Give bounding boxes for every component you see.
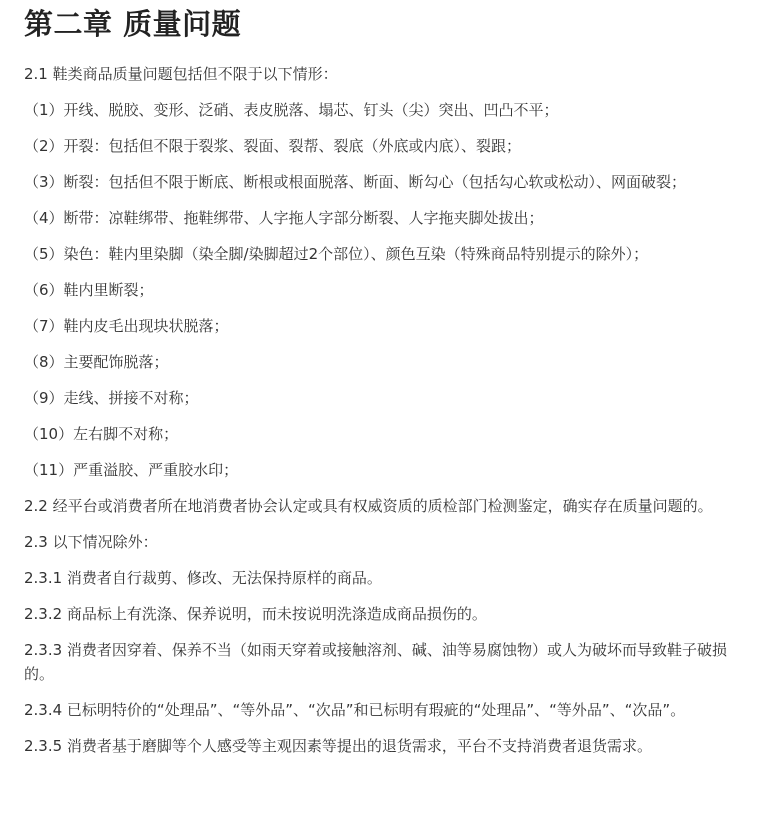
paragraph-2-1: 2.1 鞋类商品质量问题包括但不限于以下情形： bbox=[24, 65, 338, 83]
paragraph-2-3-4: 2.3.4 已标明特价的“处理品”、“等外品”、“次品”和已标明有瑕疵的“处理品”、“等外品”、“次品”。 bbox=[24, 701, 686, 719]
chapter-title: 第二章 质量问题 bbox=[24, 7, 242, 41]
paragraph-2-3-2: 2.3.2 商品标上有洗涤、保养说明，而未按说明洗涤造成商品损伤的。 bbox=[24, 605, 487, 623]
paragraph-2-3: 2.3 以下情况除外： bbox=[24, 533, 158, 551]
paragraph-2-1-4: （4）断带：凉鞋绑带、拖鞋绑带、人字拖人字部分断裂、人字拖夹脚处拔出； bbox=[24, 209, 544, 227]
paragraph-2-1-5: （5）染色：鞋内里染脚（染全脚/染脚超过2个部位）、颜色互染（特殊商品特别提示的除外）； bbox=[24, 245, 649, 263]
paragraph-2-1-11: （11）严重溢胶、严重胶水印； bbox=[24, 461, 239, 479]
paragraph-2-1-6: （6）鞋内里断裂； bbox=[24, 281, 154, 299]
paragraph-2-1-2: （2）开裂：包括但不限于裂浆、裂面、裂帮、裂底（外底或内底）、裂跟； bbox=[24, 137, 522, 155]
paragraph-2-3-3: 2.3.3 消费者因穿着、保养不当（如雨天穿着或接触溶剂、碱、油等易腐蚀物）或人为破坏而导致鞋子破损的。 bbox=[24, 641, 727, 683]
paragraph-2-1-8: （8）主要配饰脱落； bbox=[24, 353, 169, 371]
paragraph-2-3-5: 2.3.5 消费者基于磨脚等个人感受等主观因素等提出的退货需求，平台不支持消费者退货需求。 bbox=[24, 737, 652, 755]
paragraph-2-1-3: （3）断裂：包括但不限于断底、断根或根面脱落、断面、断勾心（包括勾心软或松动）、网面破裂； bbox=[24, 173, 687, 191]
paragraph-2-3-1: 2.3.1 消费者自行裁剪、修改、无法保持原样的商品。 bbox=[24, 569, 382, 587]
paragraph-2-2: 2.2 经平台或消费者所在地消费者协会认定或具有权威资质的质检部门检测鉴定，确实存在质量问题的。 bbox=[24, 497, 713, 515]
paragraph-list bbox=[24, 62, 753, 758]
paragraph-2-1-10: （10）左右脚不对称； bbox=[24, 425, 179, 443]
paragraph-2-1-1: （1）开线、脱胶、变形、泛硝、表皮脱落、塌芯、钉头（尖）突出、凹凸不平； bbox=[24, 101, 559, 119]
paragraph-2-1-9: （9）走线、拼接不对称； bbox=[24, 389, 199, 407]
paragraph-2-1-7: （7）鞋内皮毛出现块状脱落； bbox=[24, 317, 229, 335]
